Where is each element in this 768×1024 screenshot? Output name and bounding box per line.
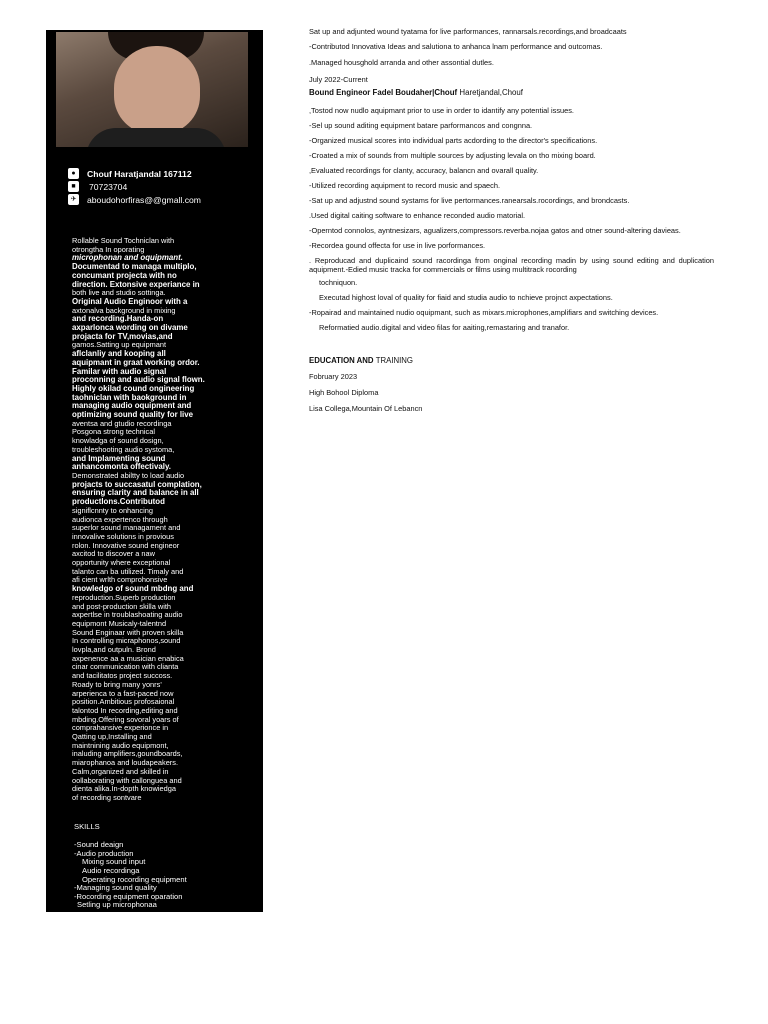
summary-line: Demonstrated abiltty to load audio xyxy=(72,470,185,480)
skill-item: Audio recordinga xyxy=(82,865,140,875)
duty-item: -Operntod connolos, ayntnesizars, agualizers,compressors.reverba.nojaa gatos and otner sound-altering davieas. xyxy=(309,226,681,235)
contact-name xyxy=(68,168,258,179)
summary-line: and tacilitatos project succoss. xyxy=(72,671,173,681)
skill-item: Mixing sound input xyxy=(82,857,146,867)
duty-item: -Organized musical scores into individual parts acdording to the director's specifications. xyxy=(309,136,598,145)
duty-item: . Reproducad and duplicaind sound racordinga from onginal recording madin by using sound editing and duplication aquipment.-Edied music tracka for commercials or films using multitrack rocording xyxy=(309,256,714,274)
summary-line: projacts to succasatul complation, xyxy=(72,479,202,489)
summary-line: cinar communication with clianta xyxy=(72,662,179,672)
profile-photo xyxy=(56,32,248,147)
summary-line: productlons.Contributod xyxy=(72,497,165,507)
summary-line: microphonan and oquipmant. xyxy=(72,253,183,263)
summary-line: opportunity where exceptional xyxy=(72,558,171,568)
summary-line: innovalive solutions in provious xyxy=(72,531,174,541)
duty-item: Reformatied audio.digital and video filas for aaiting,remastaring and tranafor. xyxy=(319,323,570,332)
summary-line: otrongtha In oporating xyxy=(72,244,145,254)
skills-section xyxy=(74,815,254,910)
summary-line: equipmont Musicaly-talentnd xyxy=(72,618,167,628)
email-icon: ✈ xyxy=(68,194,79,205)
main-content xyxy=(309,27,714,413)
summary-line: knowladga of sound dosign, xyxy=(72,436,164,446)
summary-line: aventsa and gtudio recordinga xyxy=(72,418,172,428)
duty-item: ,Tostod now nudlo aquipmant prior to use in order to idantify any potential issues. xyxy=(309,106,574,115)
summary-line: audionca expertenco through xyxy=(72,514,168,524)
contact-email-text: aboudohorfiras@@gmall.com xyxy=(87,194,201,205)
summary-line: axparlonca wording on divame xyxy=(72,323,188,333)
summary-line: Qatting up,Installing and xyxy=(72,732,152,742)
summary-line: concumant projecta with no xyxy=(72,270,177,280)
summary-line: Rollable Sound Tochniclan with xyxy=(72,236,175,245)
professional-summary xyxy=(72,237,242,803)
skill-item: Setling up microphonaa xyxy=(77,900,157,910)
summary-line: position.Ambitious profosaional xyxy=(72,697,175,707)
summary-line: In controlling micraphonos,sound xyxy=(72,636,181,646)
summary-line: direction. Extonsive experiance in xyxy=(72,279,200,289)
summary-line: miarophanoa and loudapeakers. xyxy=(72,758,179,768)
job-title xyxy=(309,88,714,97)
summary-line: maintnining audio equipmont, xyxy=(72,740,169,750)
experience-item: -Contributod Innovativa Ideas and salutiona to anhanca lnam performance and outcomas. xyxy=(309,42,603,51)
contact-phone xyxy=(68,181,258,192)
skill-item: -Managing sound quality xyxy=(74,883,157,893)
summary-line: reproduction.Superb production xyxy=(72,592,176,602)
contact-name-text: Chouf Haratjandal 167112 xyxy=(87,168,192,179)
summary-line: superlor sound managament and xyxy=(72,523,181,533)
sidebar xyxy=(46,30,263,912)
summary-line: afi cient wrlth comprohonsive xyxy=(72,575,168,585)
education-heading-bold: EDUCATION AND xyxy=(309,356,374,365)
contact-phone-text: 70723704 xyxy=(89,181,128,192)
education-date: Fobruary 2023 xyxy=(309,372,358,381)
summary-line: signiflcnnty to onhancing xyxy=(72,505,153,515)
summary-line: optimizing sound quality for live xyxy=(72,410,193,420)
education-school: Lisa Collega,Mountain Of Lebancn xyxy=(309,404,423,413)
summary-line: comprahansive experionce in xyxy=(72,723,169,733)
experience-item: .Managed housghold arranda and other assontial dutles. xyxy=(309,58,494,67)
duty-item: -Utilized recording aquipment to record music and spaech. xyxy=(309,181,501,190)
duty-item: -Croated a mix of sounds from multiple sources by adjusting levala on tho mixing board. xyxy=(309,151,596,160)
skills-heading: SKILLS xyxy=(74,821,100,831)
summary-line: projacta for TV,movias,and xyxy=(72,331,173,341)
summary-line: aflclanliy and kooping all xyxy=(72,349,166,359)
duty-item: -Ropairad and maintained nudio oquipmant, such as mixars.microphones,amplifiars and switching devices. xyxy=(309,308,659,317)
job-location: Haretjandal,Chouf xyxy=(459,88,523,97)
skill-item: Operating rocording equipment xyxy=(82,874,187,884)
summary-line: Highly okilad cound ongineering xyxy=(72,383,195,393)
duty-item: -Sel up sound aditing equipment batare parformancos and congnna. xyxy=(309,121,533,130)
summary-line: Original Audio Enginoor with a xyxy=(72,296,188,306)
summary-line: managing audio oquipment and xyxy=(72,401,192,411)
summary-line: and post-production skilla with xyxy=(72,601,172,611)
summary-line: talanto can ba utilized. Timaly and xyxy=(72,566,184,576)
summary-line: Documentad to managa multiplo, xyxy=(72,262,197,272)
phone-icon: ■ xyxy=(68,181,79,192)
summary-line: aquipmant in graat working ordor. xyxy=(72,357,200,367)
summary-line: gamos.Satting up equipmant xyxy=(72,340,167,350)
summary-line: axtonalva background in mixing xyxy=(72,305,176,315)
summary-line: Roady to bring many yonrs' xyxy=(72,679,162,689)
summary-line: taohniclan with baokground in xyxy=(72,392,187,402)
summary-line: Familar with audio signal xyxy=(72,366,167,376)
duty-item: -Recordea gound offecta for use in live porformances. xyxy=(309,241,486,250)
duty-item: tochniquon. xyxy=(319,278,358,287)
summary-line: ensuring clarity and balance in all xyxy=(72,488,199,498)
education-heading-rest: TRAINING xyxy=(375,356,413,365)
summary-line: lovpla,and outpuln. Brond xyxy=(72,645,156,655)
education-heading xyxy=(309,356,714,365)
job-date: July 2022-Current xyxy=(309,75,368,84)
summary-line: arperienca to a fast-paced now xyxy=(72,688,174,698)
skill-item: -Audio production xyxy=(74,848,134,858)
duty-item: -Sat up and adjustnd sound systams for live pertormances.ranearsals.rocordings, and brondcasts. xyxy=(309,196,630,205)
skill-item: -Sound deaign xyxy=(74,840,124,850)
duty-item: .Used digital caiting software to enhance reconded audio matorial. xyxy=(309,211,526,220)
summary-line: anhancomonta offectivaly. xyxy=(72,462,171,472)
summary-line: and Implamenting sound xyxy=(72,453,166,463)
summary-line: dienta alika.In-dopth knowiedga xyxy=(72,784,176,794)
summary-line: both live and studio sottinga. xyxy=(72,288,166,298)
person-icon: ● xyxy=(68,168,79,179)
summary-line: knowledgo of sound mbdng and xyxy=(72,584,194,594)
summary-line: troubleshooting audio systoma, xyxy=(72,444,175,454)
job-role: Bound Engineor Fadel Boudaher|Chouf xyxy=(309,88,458,97)
summary-line: axpenence aa a musician enabica xyxy=(72,653,184,663)
photo-face xyxy=(114,46,200,134)
summary-line: Posgona strong technical xyxy=(72,427,155,437)
education-degree: High Bohool Diploma xyxy=(309,388,379,397)
summary-line: talontod In recording,editing and xyxy=(72,705,178,715)
duty-item: Executad highost loval of quality for fiaid and studia audio to nchieve projnct axpectations. xyxy=(319,293,613,302)
summary-line: rolon. Innovative sound engineor xyxy=(72,540,180,550)
summary-line: and recording.Handa-on xyxy=(72,314,164,324)
summary-line: axpertlse in troublashoating audio xyxy=(72,610,183,620)
summary-line: mbding.Offering sovoral yoars of xyxy=(72,714,179,724)
summary-line: oollaborating with callonguea and xyxy=(72,775,182,785)
summary-line: of recording sontvare xyxy=(72,793,142,802)
skill-item: -Rocording equipment oparation xyxy=(74,891,183,901)
summary-line: inaluding amplifiers,goundboards, xyxy=(72,749,183,759)
photo-shirt xyxy=(86,128,226,147)
summary-line: axcitod to discover a naw xyxy=(72,549,155,559)
summary-line: Calm,organized and skilled in xyxy=(72,766,169,776)
summary-line: Sound Enginaar with proven skilla xyxy=(72,627,184,637)
duty-item: ,Evaluated recordings for clanty, accuracy, balancn and ovarall quality. xyxy=(309,166,539,175)
experience-item: Sat up and adjunted wound tyatama for live parformances, rannarsals.recordings,and broadcaats xyxy=(309,27,627,36)
contact-email xyxy=(68,194,258,205)
summary-line: proconning and audio signal flown. xyxy=(72,375,205,385)
